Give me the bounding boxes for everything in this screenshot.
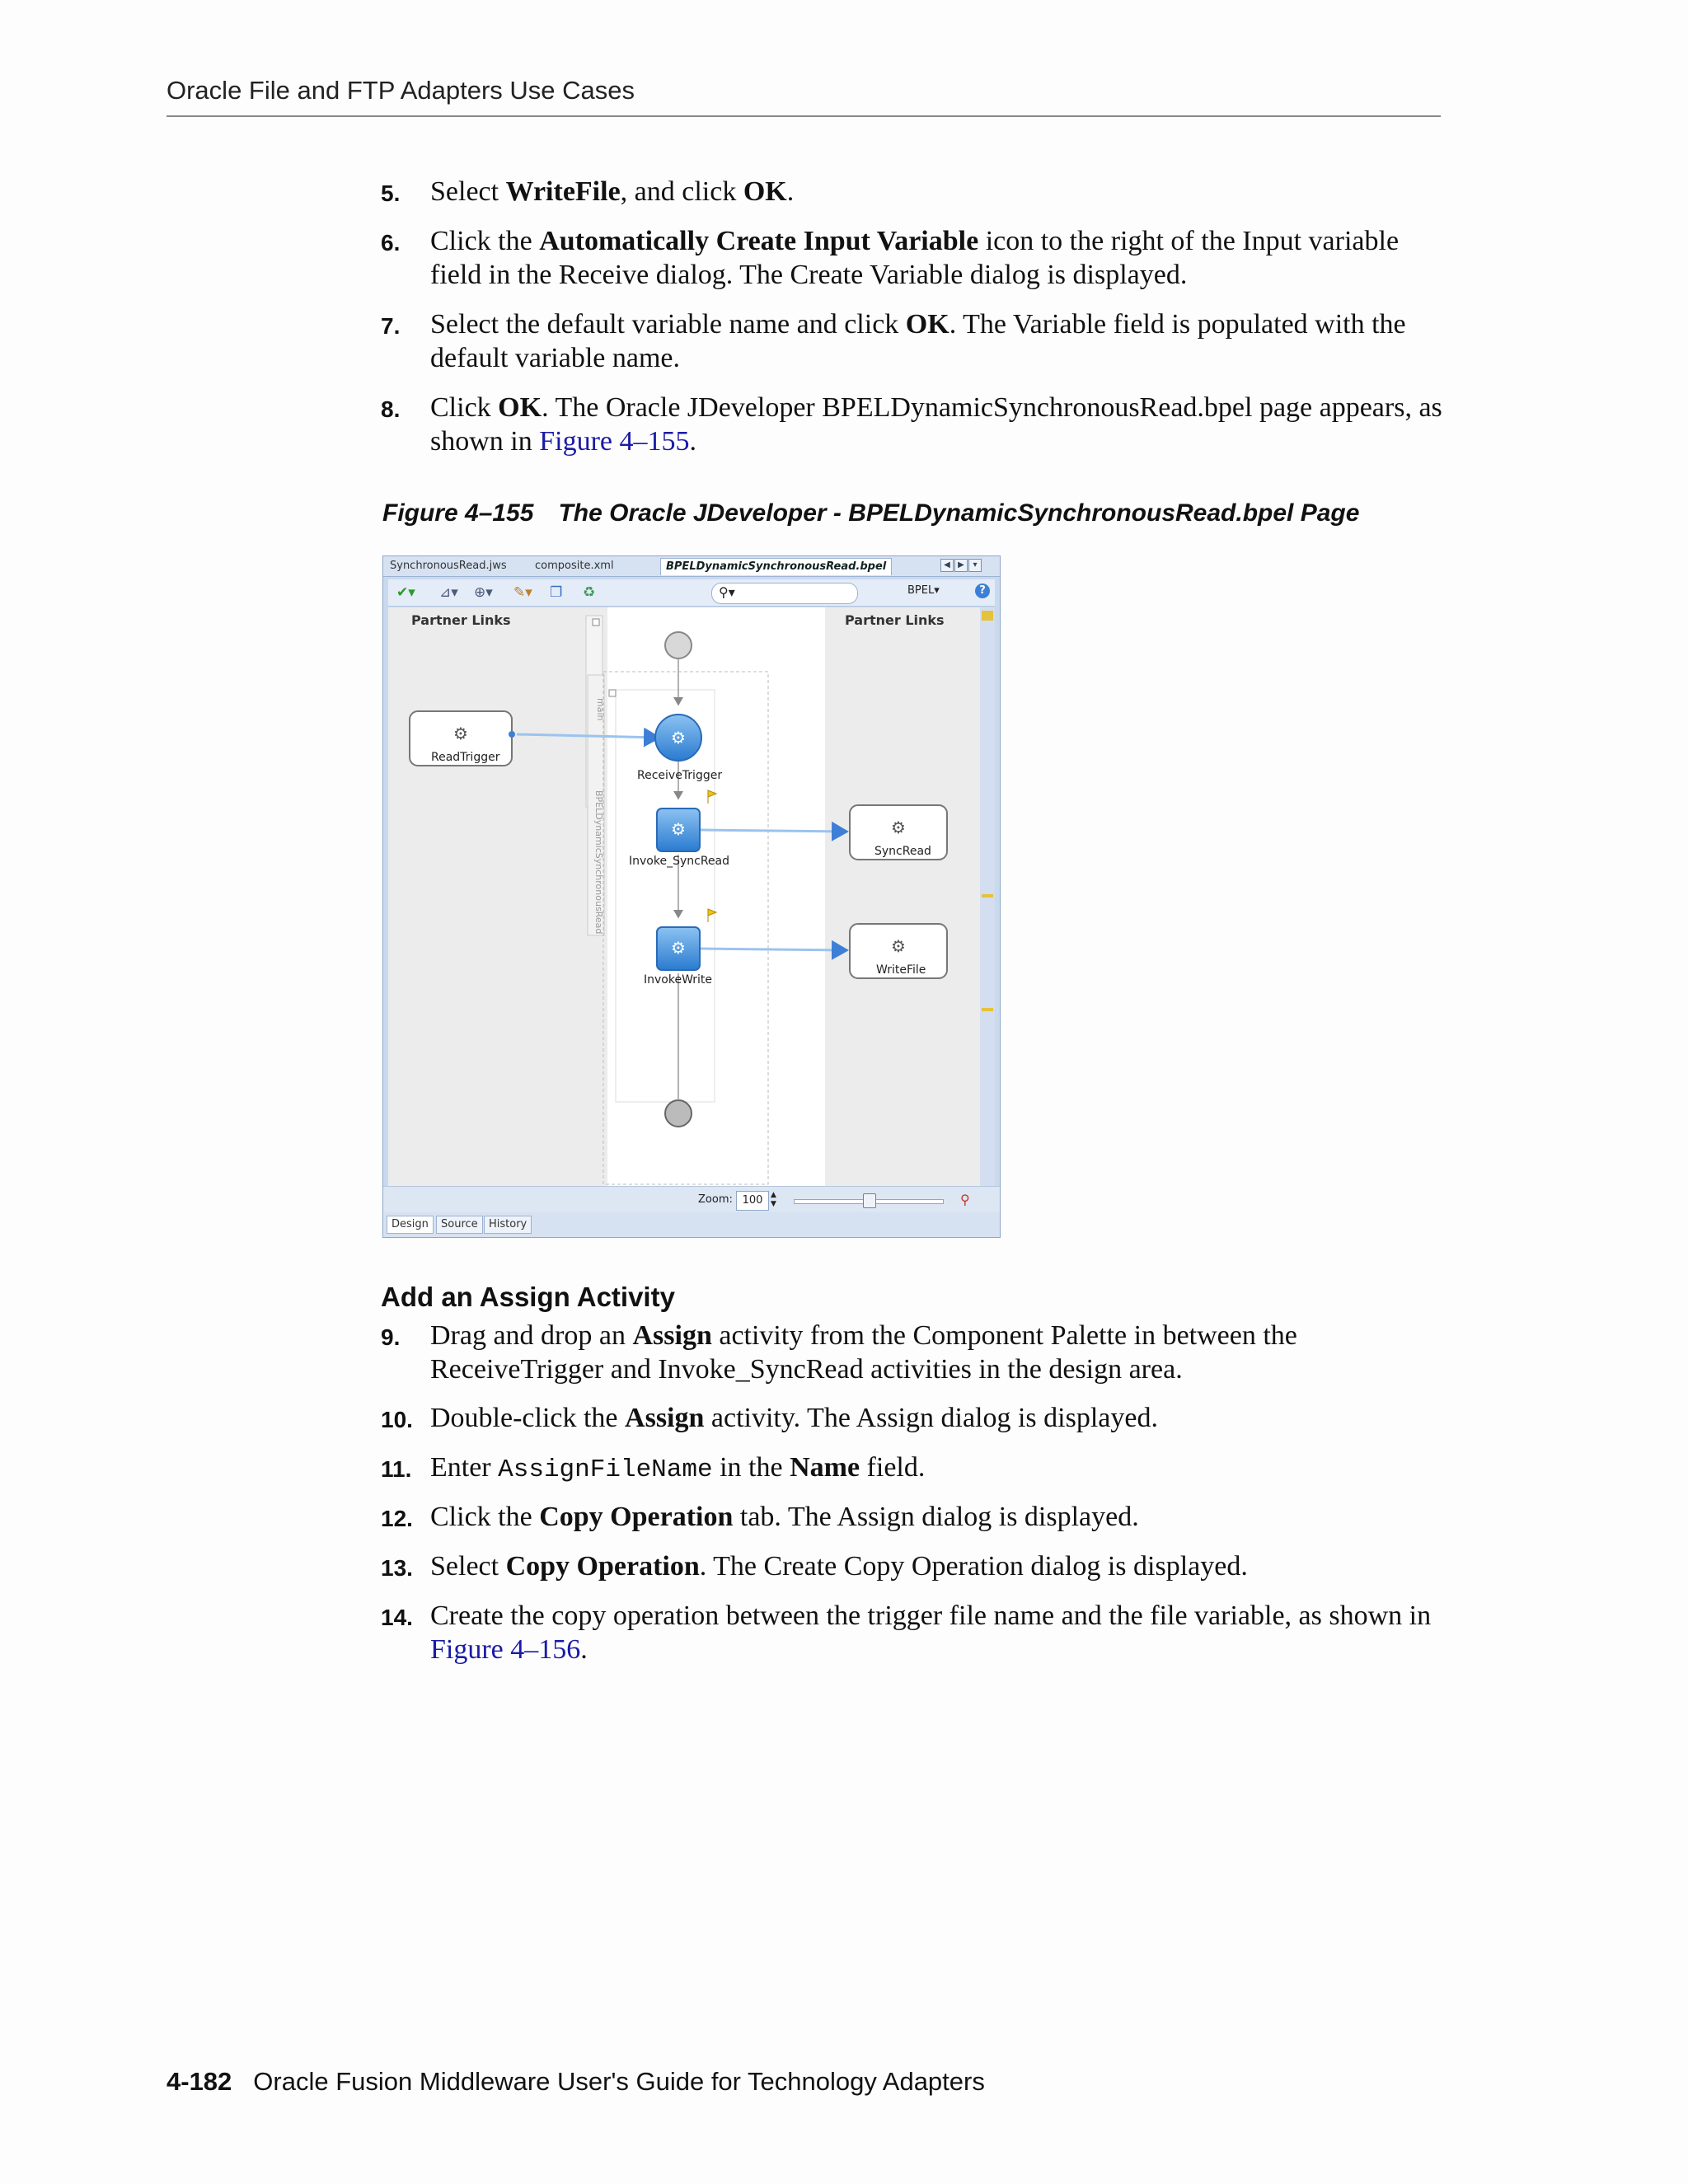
bold-term: OK [905, 309, 950, 340]
text-run: Click [430, 392, 499, 423]
figure-number: Figure 4–155 [382, 499, 534, 527]
header-rule [166, 115, 1441, 117]
section-subhead: Add an Assign Activity [381, 1282, 675, 1312]
text-run: . The Variable field is populated with the default variable name. [430, 309, 1406, 373]
step-number: 9. [381, 1324, 401, 1350]
svg-text:⚙: ⚙ [891, 936, 906, 956]
figure-title: The Oracle JDeveloper - BPELDynamicSynchronousRead.bpel Page [558, 499, 1360, 527]
step-12 [381, 1500, 1444, 1534]
step-text [430, 1319, 1444, 1386]
step-14 [381, 1599, 1444, 1666]
view-tabs [383, 1212, 1000, 1237]
step-number: 11. [381, 1456, 412, 1482]
bold-term: Assign [632, 1320, 712, 1351]
step-9 [381, 1319, 1444, 1386]
step-text [430, 224, 1444, 292]
text-run: tab. The Assign dialog is displayed. [733, 1502, 1139, 1532]
step-13 [381, 1549, 1444, 1583]
expand-icon[interactable]: ⊕▾ [474, 584, 493, 601]
step-text [430, 1401, 1444, 1435]
jdeveloper-screenshot [382, 555, 1001, 1238]
step-text [430, 391, 1444, 458]
bold-term: Name [790, 1452, 860, 1483]
step-text [430, 1599, 1444, 1666]
binoculars-icon: ⚲▾ [719, 584, 735, 600]
step-text [430, 307, 1444, 375]
step-number: 12. [381, 1506, 413, 1531]
bold-term: Copy Operation [539, 1502, 734, 1532]
step-11 [381, 1451, 1444, 1487]
text-run: activity from the Component Palette in between the ReceiveTrigger and Invoke_SyncRead activities in the design area. [430, 1320, 1297, 1385]
step-number: 10. [381, 1407, 413, 1432]
invoke-syncread-label[interactable]: Invoke_SyncRead [629, 855, 729, 868]
copy-icon[interactable]: ❐ [550, 584, 563, 601]
text-run: Create the copy operation between the trigger file name and the file variable, as shown in [430, 1601, 1432, 1631]
invoke-write-label[interactable]: InvokeWrite [644, 973, 713, 987]
step-number: 5. [381, 180, 401, 206]
bold-term: WriteFile [505, 176, 621, 207]
zoom-spinner-icon[interactable]: ▲ ▼ [771, 1191, 776, 1208]
text-run: Select the default variable name and click [430, 309, 906, 340]
invoke-write-link [700, 949, 846, 950]
tab-composite-xml[interactable]: composite.xml [535, 560, 614, 572]
book-title: Oracle Fusion Middleware User's Guide for Technology Adapters [253, 2067, 985, 2096]
writefile-label[interactable]: WriteFile [876, 963, 926, 977]
text-run: . [786, 176, 795, 207]
code-term: AssignFileName [498, 1455, 713, 1484]
zoom-label: Zoom: [698, 1193, 733, 1206]
svg-text:⚙: ⚙ [453, 724, 468, 743]
partner-links-right-title: Partner Links [845, 612, 945, 628]
tab-bpel-file[interactable]: BPELDynamicSynchronousRead.bpel [660, 558, 892, 575]
zoom-input[interactable]: 100 [736, 1191, 769, 1211]
step-text [430, 175, 1444, 209]
text-run: Click the [430, 226, 540, 256]
bold-term: Assign [625, 1403, 705, 1433]
editor-tabs [383, 556, 1000, 577]
design-canvas [388, 607, 980, 1209]
svg-text:⚙: ⚙ [671, 938, 686, 958]
validate-icon[interactable]: ✔▾ [396, 584, 415, 601]
text-run: . The Oracle JDeveloper BPELDynamicSynchronousRead.bpel page appears, as shown in [430, 392, 1442, 457]
text-run: Select [430, 176, 506, 207]
tab-design[interactable]: Design [387, 1216, 434, 1234]
start-node [665, 632, 692, 658]
step-10 [381, 1401, 1444, 1435]
step-number: 7. [381, 313, 401, 339]
svg-text:⚙: ⚙ [891, 818, 906, 837]
step-7 [381, 307, 1444, 375]
step-text [430, 1451, 1444, 1487]
process-name-label: BPELDynamicSynchronousRead [593, 790, 604, 935]
figure-link[interactable]: Figure 4–155 [539, 426, 690, 457]
design-toolbar [388, 579, 995, 607]
partner-links-left-title: Partner Links [411, 612, 511, 628]
text-run: in the [712, 1452, 790, 1483]
zoom-bar [383, 1186, 1000, 1215]
zoom-slider-handle[interactable] [863, 1193, 876, 1208]
invoke-syncread-link [700, 830, 846, 832]
text-run: . [580, 1634, 588, 1665]
step-number: 6. [381, 230, 401, 255]
bpel-diagram [388, 607, 980, 1209]
bold-term: Automatically Create Input Variable [539, 226, 979, 256]
zoom-fit-icon[interactable]: ⚲ [960, 1192, 970, 1207]
text-run: Click the [430, 1502, 540, 1532]
text-run: field. [860, 1452, 926, 1483]
read-to-receive-link [517, 734, 659, 738]
text-run: . The Create Copy Operation dialog is displayed. [699, 1551, 1248, 1582]
step-6 [381, 224, 1444, 292]
receivetrigger-label[interactable]: ReceiveTrigger [637, 769, 723, 782]
syncread-label[interactable]: SyncRead [874, 845, 931, 858]
running-head: Oracle File and FTP Adapters Use Cases [166, 76, 635, 105]
step-number: 8. [381, 396, 401, 422]
tab-synchronousread-jws[interactable]: SynchronousRead.jws [390, 560, 507, 572]
text-run: Select [430, 1551, 506, 1582]
bold-term: Copy Operation [505, 1551, 700, 1582]
brush-icon[interactable]: ✎▾ [513, 584, 532, 601]
step-number: 14. [381, 1605, 413, 1630]
step-number: 13. [381, 1555, 413, 1581]
bold-term: OK [743, 176, 787, 207]
tab-list-icon[interactable]: ▾ [968, 559, 982, 572]
bpel-dropdown[interactable]: BPEL▾ [907, 584, 940, 597]
readtrigger-label[interactable]: ReadTrigger [431, 751, 500, 764]
refresh-icon[interactable]: ♻ [583, 584, 596, 601]
svg-text:⚙: ⚙ [671, 819, 686, 839]
tab-prev-icon[interactable]: ◀ [940, 559, 954, 572]
bookmark-icon[interactable]: ⊿▾ [439, 584, 458, 601]
text-run: . [689, 426, 697, 457]
page-number: 4-182 [166, 2067, 232, 2096]
page-footer [166, 2067, 985, 2097]
tab-source[interactable]: Source [436, 1216, 483, 1234]
figure-caption [382, 499, 1359, 527]
text-run: Double-click the [430, 1403, 626, 1433]
text-run: , and click [620, 176, 743, 207]
bold-term: OK [498, 392, 542, 423]
text-run: Enter [430, 1452, 499, 1483]
tab-next-icon[interactable]: ▶ [954, 559, 968, 572]
vertical-scrollbar[interactable] [980, 607, 995, 1209]
figure-link[interactable]: Figure 4–156 [430, 1634, 581, 1665]
end-node [665, 1100, 692, 1127]
step-8 [381, 391, 1444, 458]
text-run: icon to the right of the Input variable field in the Receive dialog. The Create Variable dialog is displayed. [430, 226, 1400, 290]
step-5 [381, 175, 1444, 209]
svg-text:⚙: ⚙ [671, 728, 686, 748]
step-text [430, 1500, 1444, 1534]
text-run: Drag and drop an [430, 1320, 633, 1351]
help-icon[interactable]: ? [975, 583, 990, 598]
main-scope-label: main [595, 698, 606, 721]
step-text [430, 1549, 1444, 1583]
search-field[interactable] [711, 583, 858, 604]
text-run: activity. The Assign dialog is displayed. [704, 1403, 1158, 1433]
tab-history[interactable]: History [484, 1216, 532, 1234]
